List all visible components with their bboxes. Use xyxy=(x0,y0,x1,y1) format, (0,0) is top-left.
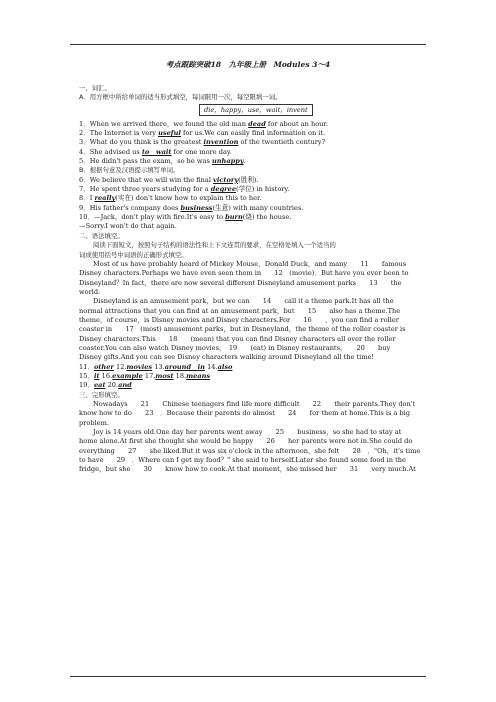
answer-text: means xyxy=(186,371,211,380)
section-2-title: 二、语法填空。 xyxy=(79,231,124,240)
answer-text: unhappy xyxy=(211,157,244,166)
passage-line: normal attractions that you can find at an amusement park，but 15 also has a theme.The xyxy=(79,306,401,315)
answer-number: 11． xyxy=(79,362,94,371)
question-item xyxy=(79,176,427,185)
question-item xyxy=(79,213,427,222)
bottom-rule xyxy=(70,676,426,677)
question-text: 4．She advised us xyxy=(79,147,142,156)
part-a-instruction: A．用方框中所给单词的适当形式填空，每词限用一次，每空限填一词。 xyxy=(79,93,282,102)
passage-line: to have 29 ．Where can I get my food？" she said to herself.Later she found some food in the xyxy=(79,456,406,465)
question-text: for about an hour. xyxy=(265,119,328,128)
question-item xyxy=(79,185,427,194)
passage-line: coaster in 17 (most) amusement parks，but in Disneyland，the theme of the roller coaster is xyxy=(79,325,406,334)
question-item xyxy=(79,148,427,157)
question-item xyxy=(79,194,427,203)
passage-line: Joy is 14 years old.One day her parents went away 25 business，so she had to stay at xyxy=(93,428,402,437)
answer-number: 16. xyxy=(99,371,113,380)
question-text: (学位) in history. xyxy=(236,185,290,194)
passage-line: Disneyland？In fact，there are now several different Disneyland amusement parks 13 the xyxy=(79,278,402,287)
question-item xyxy=(79,204,427,213)
question-text: of the twentieth century? xyxy=(238,138,326,147)
answer-text: eat xyxy=(93,381,106,390)
passage-line: Disneyland is an amusement park，but we can 14 call it a theme park.It has all the xyxy=(93,297,394,306)
answer-number: 15． xyxy=(79,371,94,380)
question-text: 9．His father's company does xyxy=(79,203,181,212)
passage-line: everything 27 she liked.But it was six o'clock in the afternoon，she felt 28 ．"Oh，it's time xyxy=(79,446,421,455)
question-text: 7．He spent three years studying for a xyxy=(79,185,211,194)
passage-line: coaster.You can also watch Disney movies， 19 (eat) in Disney restaurants， 20 buy xyxy=(79,343,391,352)
section-1-title: 一、词汇。 xyxy=(79,84,111,92)
part-b-instruction: B．根据句意及汉语提示填写单词。 xyxy=(79,166,180,175)
question-text: (烧) the house. xyxy=(242,213,292,222)
question-item xyxy=(79,129,427,138)
question-item xyxy=(79,138,427,147)
answer-text: movies xyxy=(126,362,153,371)
dialogue-reply: —Sorry.I won't do that again. xyxy=(79,222,177,231)
answer-text: and xyxy=(118,381,132,390)
question-text: 1．When we arrived there，we found the old man xyxy=(79,119,249,128)
top-rule xyxy=(70,44,426,45)
passage-line: theme，of course，is Disney movies and Disney characters.For 16 ，you can find a roller xyxy=(79,315,399,324)
question-text: 2．The Internet is very xyxy=(79,129,159,138)
answer-number: 12. xyxy=(113,362,127,371)
answer-number: 13. xyxy=(152,362,165,371)
question-text: . xyxy=(243,157,246,166)
part-a-items xyxy=(79,120,427,167)
answer-text: burn xyxy=(225,213,243,222)
document-body xyxy=(79,84,427,475)
question-text: (胜利). xyxy=(238,175,259,184)
question-item xyxy=(79,157,427,166)
passage-line: Disney gifts.And you can see Disney characters walking around Disneyland all the time! xyxy=(79,353,375,362)
question-text: 5．He didn't pass the exam，so he was xyxy=(79,157,212,166)
answer-text: to wait xyxy=(141,147,172,156)
passage-line: know how to do 23 ．Because their parents do almost 24 for them at home.This is a big xyxy=(79,409,411,418)
question-text: 10．—Jack，don't play with fire.It's easy to xyxy=(79,213,226,222)
question-text: (生意) with many countries. xyxy=(212,203,304,212)
answer-number: 18. xyxy=(173,371,187,380)
word-box: die，happy，use，wait，invent xyxy=(199,104,313,116)
section-2-instruction-line: 阅读下面短文，按照句子结构的语法性和上下文连贯的要求，在空格处填入一个适当的 xyxy=(93,241,336,250)
question-text: (实在) don't know how to explain this to her. xyxy=(115,194,262,203)
question-text: 8．I xyxy=(79,194,95,203)
passage-line: Most of us have probably heard of Mickey Mouse，Donald Duck，and many 11 famous xyxy=(93,259,407,268)
answer-text: around in xyxy=(164,362,205,371)
answer-text: really xyxy=(94,194,116,203)
grammar-passage xyxy=(79,260,427,363)
answer-text: most xyxy=(155,371,174,380)
answer-text: useful xyxy=(158,129,181,138)
part-b-items xyxy=(79,176,427,223)
question-text: 3．What do you think is the greatest xyxy=(79,138,204,147)
answer-number: 14. xyxy=(204,362,218,371)
passage-line: Disney characters.This 18 (mean) that you can find Disney characters all over the roller xyxy=(79,334,396,343)
page-header: 考点跟踪突破18 九年级上册 Modules 3～4 xyxy=(165,60,331,69)
passage-line: Nowadays 21 Chinese teenagers find life more difficult 22 their parents.They don't xyxy=(93,400,416,408)
passage-line: world. xyxy=(79,287,101,296)
grammar-answers xyxy=(79,363,427,391)
section-3-title: 三、完形填空。 xyxy=(79,390,124,399)
answer-text: example xyxy=(112,371,143,380)
answer-number: 19． xyxy=(79,381,94,390)
answer-text: invention xyxy=(203,138,239,147)
passage-line: problem. xyxy=(79,418,109,427)
passage-line: Disney characters.Perhaps we have even seen them in 12 (movie)．But have you ever been to xyxy=(79,269,409,278)
answer-row xyxy=(79,372,427,381)
passage-line: home alone.At first she thought she would be happy 26 her parents were not in.She could do xyxy=(79,437,413,446)
question-text: for one more day. xyxy=(171,147,232,156)
answer-text: degree xyxy=(210,185,237,194)
answer-text: other xyxy=(93,362,114,371)
answer-text: dead xyxy=(248,119,266,128)
answer-text: it xyxy=(93,371,100,380)
answer-row xyxy=(79,381,427,390)
answer-text: victory xyxy=(213,175,239,184)
answer-text: business xyxy=(180,203,213,212)
question-text: for us.We can easily find information on it. xyxy=(180,129,326,138)
section-2-instruction-line: 词或使用括号中词语的正确形式填空。 xyxy=(79,250,188,259)
question-text: 6．We believe that we will win the final xyxy=(79,175,214,184)
question-item xyxy=(79,120,427,129)
cloze-passage xyxy=(79,400,427,475)
answer-row xyxy=(79,363,427,372)
answer-number: 17. xyxy=(142,371,156,380)
answer-number: 20. xyxy=(105,381,119,390)
passage-line: fridge，but she 30 know how to cook.At that moment，she missed her 31 very much.At xyxy=(79,465,416,474)
answer-text: also xyxy=(217,362,233,371)
